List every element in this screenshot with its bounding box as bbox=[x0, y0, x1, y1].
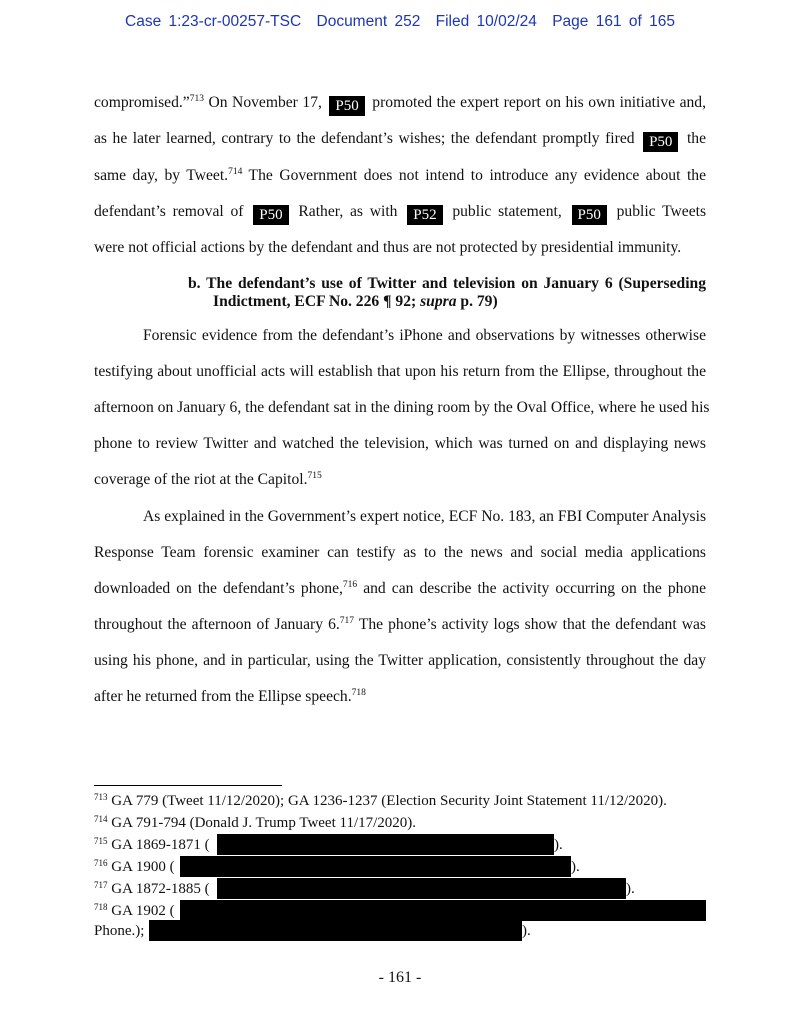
paragraph2-line4: phone to review Twitter and watched the television, which was turned on and displaying news bbox=[94, 435, 706, 452]
heading-line2: Indictment, ECF No. 226 ¶ 92; supra p. 79) bbox=[213, 293, 498, 310]
footnote-ref: 716 bbox=[342, 580, 358, 590]
footnote-ref: 717 bbox=[339, 616, 355, 626]
footnote-718-line2: Phone.); bbox=[94, 923, 145, 939]
redaction-bar bbox=[149, 920, 522, 941]
redaction-box: P50 bbox=[329, 96, 364, 116]
footnote-716: $^{716}$ GA 1900 ( bbox=[94, 858, 175, 875]
page-indicator: Page 161 of 165 bbox=[552, 13, 675, 30]
footnote-718: $^{718}$ GA 1902 ( bbox=[94, 902, 175, 919]
redaction-bar bbox=[217, 834, 554, 855]
footnote-716-end: ). bbox=[571, 859, 580, 875]
paragraph1-line2: as he later learned, contrary to the defendant’s wishes; the defendant promptly fired P50 the bbox=[94, 130, 707, 150]
paragraph3-line1: As explained in the Government’s expert notice, ECF No. 183, an FBI Computer Analysis bbox=[143, 508, 707, 525]
case-number: Case 1:23-cr-00257-TSC bbox=[125, 13, 302, 30]
paragraph1-line4: defendant’s removal of P50 Rather, as with P52 public statement, P50 public Tweets bbox=[94, 203, 707, 223]
paragraph2-line1: Forensic evidence from the defendant’s iPhone and observations by witnesses otherwise bbox=[143, 327, 706, 344]
footnote-717-end: ). bbox=[626, 881, 635, 897]
footnote-ref: 713 bbox=[189, 94, 204, 104]
redaction-box: P50 bbox=[572, 205, 607, 225]
paragraph3-line2: Response Team forensic examiner can testify as to the news and social media applications bbox=[94, 544, 706, 561]
paragraph3-line6: after he returned from the Ellipse speech.$^{718}$ bbox=[94, 688, 366, 705]
paragraph2-line2: testifying about unofficial acts will establish that upon his return from the Ellipse, throughout the bbox=[94, 363, 706, 380]
redaction-box: P50 bbox=[643, 132, 678, 152]
footnote-ref: 715 bbox=[307, 471, 322, 481]
footnote-divider bbox=[94, 785, 282, 786]
paragraph3-line3: downloaded on the defendant’s phone,$^{716}$ and can describe the activity occurring on the phone bbox=[94, 580, 706, 597]
paragraph3-line4: throughout the afternoon of January 6.$^{717}$ The phone’s activity logs show that the defendant was bbox=[94, 616, 707, 633]
paragraph1-line5: were not official actions by the defendant and thus are not protected by presidential immunity. bbox=[94, 239, 682, 256]
paragraph1-line1: compromised.”$^{713}$ On November 17, P50 promoted the expert report on his own initiative and, bbox=[94, 94, 706, 114]
heading-line1: b. The defendant’s use of Twitter and television on January 6 (Superseding bbox=[188, 275, 706, 292]
footnote-715: $^{715}$ GA 1869-1871 ( bbox=[94, 836, 210, 853]
footnote-713: $^{713}$ GA 779 (Tweet 11/12/2020); GA 1236-1237 (Election Security Joint Statement 11/12/2020). bbox=[94, 792, 667, 809]
footnote-717: $^{717}$ GA 1872-1885 ( bbox=[94, 880, 210, 897]
paragraph2-line3: afternoon on January 6, the defendant sat in the dining room by the Oval Office, where he used his bbox=[94, 399, 710, 416]
page-number: - 161 - bbox=[378, 969, 422, 986]
filed-date: Filed 10/02/24 bbox=[435, 13, 537, 30]
document-header bbox=[0, 13, 800, 31]
paragraph2-line5: coverage of the riot at the Capitol.$^{715}$ bbox=[94, 471, 322, 488]
redaction-bar bbox=[180, 856, 571, 877]
footnote-715-end: ). bbox=[554, 837, 563, 853]
paragraph3-line5: using his phone, and in particular, using the Twitter application, consistently throughout the day bbox=[94, 652, 706, 669]
document-number: Document 252 bbox=[316, 13, 421, 30]
footnote-718-end: ). bbox=[522, 923, 531, 939]
footnote-ref: 718 bbox=[351, 688, 366, 698]
redaction-bar bbox=[180, 900, 706, 921]
redaction-bar bbox=[217, 878, 626, 899]
redaction-box: P52 bbox=[407, 205, 442, 225]
section-heading bbox=[188, 275, 706, 311]
redaction-box: P50 bbox=[253, 205, 288, 225]
paragraph1-line3: same day, by Tweet.$^{714}$ The Government does not intend to introduce any evidence about the bbox=[94, 167, 707, 184]
footnote-ref: 714 bbox=[228, 167, 243, 177]
footnote-714: $^{714}$ GA 791-794 (Donald J. Trump Tweet 11/17/2020). bbox=[94, 814, 417, 831]
